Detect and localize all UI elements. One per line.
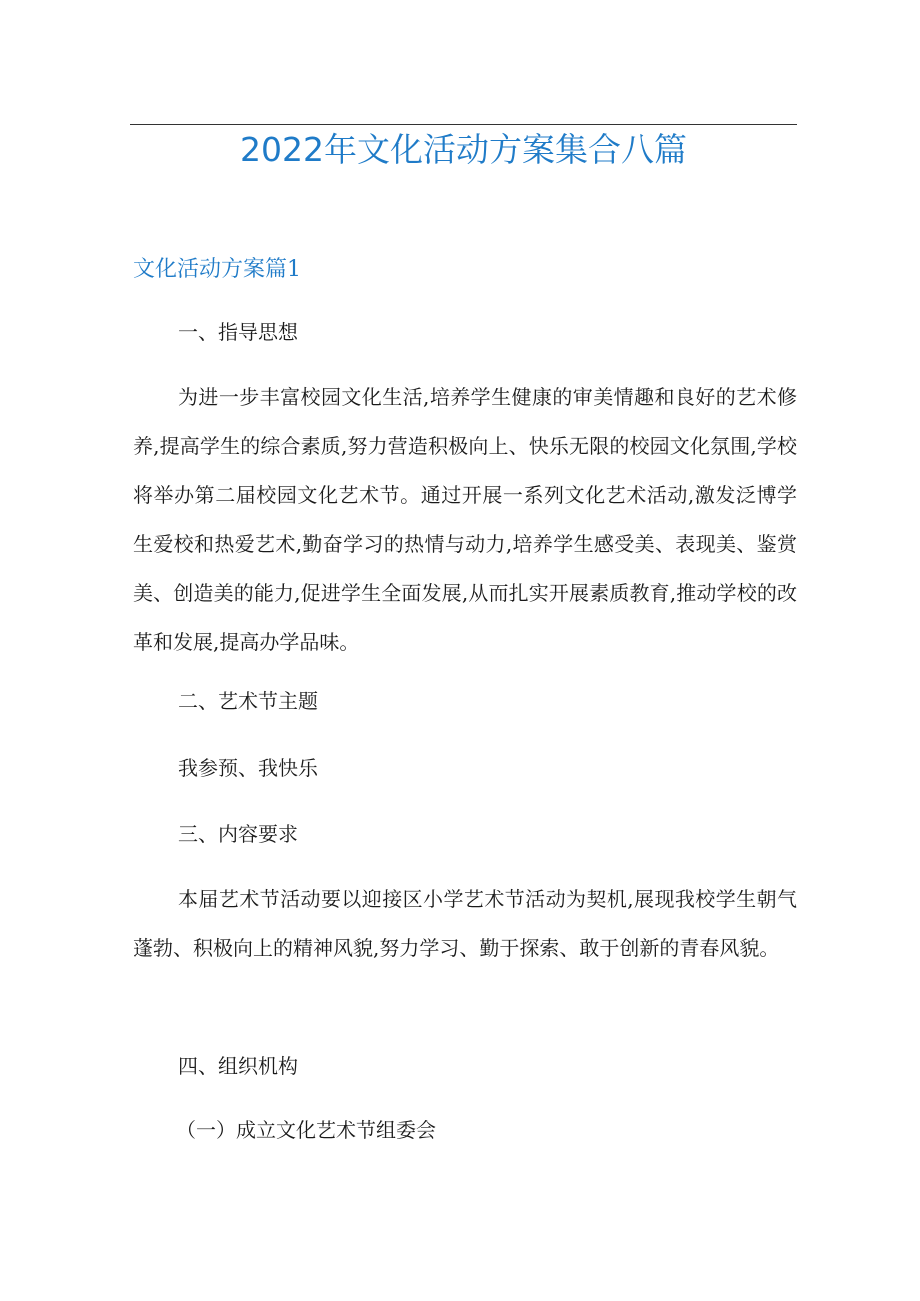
section-title: 文化活动方案篇1: [133, 257, 301, 282]
festival-theme-text: 我参预、我快乐: [178, 756, 318, 780]
paragraph-content-requirements: 本届艺术节活动要以迎接区小学艺术节活动为契机,展现我校学生朝气蓬勃、积极向上的精神风貌,努力学习、勤于探索、敢于创新的青春风貌。: [133, 887, 797, 960]
heading-organization: 四、组织机构: [178, 1054, 298, 1078]
subheading-committee: （一）成立文化艺术节组委会: [176, 1118, 436, 1142]
document-title: 2022年文化活动方案集合八篇: [240, 130, 687, 169]
heading-festival-theme: 二、艺术节主题: [178, 689, 318, 713]
paragraph-guiding-ideology: 为进一步丰富校园文化生活,培养学生健康的审美情趣和良好的艺术修养,提高学生的综合素质,努力营造积极向上、快乐无限的校园文化氛围,学校将举办第二届校园文化艺术节。通过开展一系列文化艺术活动,激发泛博学生爱校和热爱艺术,勤奋学习的热情与动力,培养学生感受美、表现美、鉴赏美、创造美的能力,促进学生全面发展,从而扎实开展素质教育,推动学校的改革和发展,提高办学品味。: [133, 385, 797, 654]
header-rule: [130, 124, 797, 125]
heading-content-requirements: 三、内容要求: [178, 822, 298, 846]
heading-guiding-ideology: 一、指导思想: [178, 320, 298, 344]
